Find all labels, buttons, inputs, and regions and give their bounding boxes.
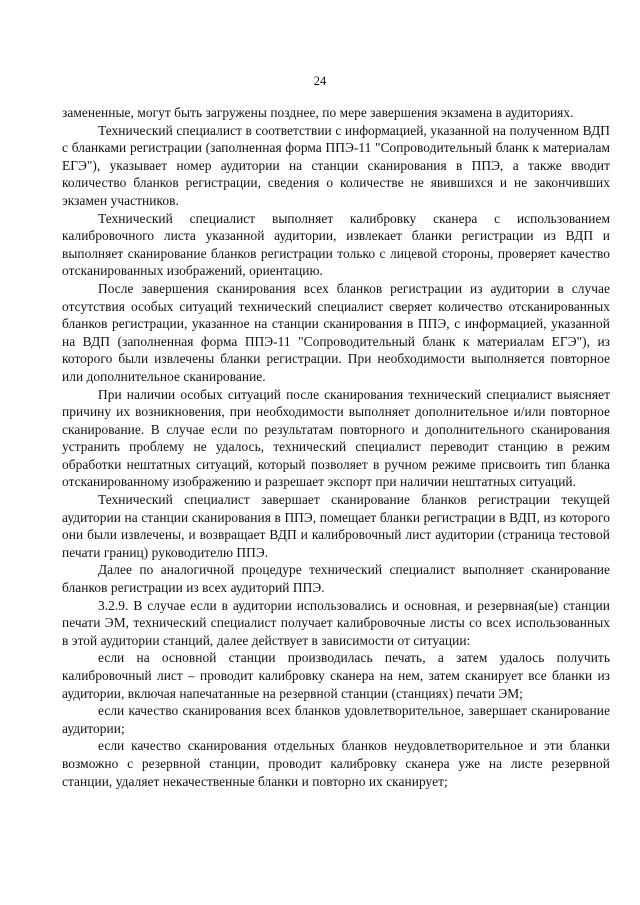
list-item-main-station: если на основной станции производилась печать, а затем удалось получить калибровочный лист – проводит калибровку сканера на нем, затем сканирует все бланки из аудитории, включая напечатанные на резервной станции (станциях) печати ЭМ;: [62, 650, 610, 701]
list-item-quality-bad: если качество сканирования отдельных бланков неудовлетворительное и эти бланки возможно с резервной станции, проводит калибровку сканера уже на листе резервной станции, удаляет некачественные бланки и повторно их сканирует;: [62, 738, 610, 789]
list-item-quality-ok: если качество сканирования всех бланков удовлетворительное, завершает сканирование аудитории;: [62, 703, 610, 736]
paragraph-finish-scanning: Технический специалист завершает сканирование бланков регистрации текущей аудитории на станции сканирования в ППЭ, помещает бланки регистрации в ВДП, из которого они были извлечены, и возвращает ВДП и калибровочный лист аудитории (страница тестовой печати границ) руководителю ППЭ.: [62, 492, 610, 560]
paragraph-section-3-2-9: 3.2.9. В случае если в аудитории использовались и основная, и резервная(ые) станции печати ЭМ, технический специалист получает калибровочные листы со всех использованных в этой аудитории станций, далее действует в зависимости от ситуации:: [62, 597, 610, 648]
page-number: 24: [313, 74, 327, 88]
paragraph-special-situations: При наличии особых ситуаций после сканирования технический специалист выясняет причину их возникновения, при необходимости выполняет дополнительное и/или повторное сканирование. В случае если по результатам повторного и дополнительного сканирования устранить проблему не удалось, технический специалист переводит станцию в режим обработки нештатных ситуаций, который позволяет в ручном режиме присвоить тип бланка отсканированному изображению и разрешает экспорт при наличии нештатных ситуаций.: [62, 386, 610, 490]
paragraph-continuation: замененные, могут быть загружены позднее, по мере завершения экзамена в аудиториях.: [62, 105, 574, 120]
paragraph-all-rooms: Далее по аналогичной процедуре технический специалист выполняет сканирование бланков регистрации из всех аудиторий ППЭ.: [62, 562, 610, 596]
paragraph-after-scanning: После завершения сканирования всех бланков регистрации из аудитории в случае отсутствия особых ситуаций технический специалист сверяет количество отсканированных бланков регистрации, указанное на станции сканирования в ППЭ, с информацией, указанной на ВДП (заполненная форма ППЭ-11 "Сопроводительный бланк к материалам ЕГЭ"), из которого были извлечены бланки регистрации. При необходимости выполняется повторное или дополнительное сканирование.: [62, 280, 610, 384]
paragraph-scanner-calibration: Технический специалист выполняет калибровку сканера с использованием калибровочного листа указанной аудитории, извлекает бланки регистрации из ВДП и выполняет сканирование бланков регистрации только с лицевой стороны, проверяет качество отсканированных изображений, ориентацию.: [62, 210, 610, 279]
document-body: [62, 104, 610, 790]
paragraph-scan-room-number: Технический специалист в соответствии с информацией, указанной на полученном ВДП с бланками регистрации (заполненная форма ППЭ-11 "Сопроводительный бланк к материалам ЕГЭ"), указывает номер аудитории на станции сканирования в ППЭ, а также вводит количество бланков регистрации, сведения о количестве не явившихся и не закончивших экзамен участников.: [62, 122, 610, 208]
